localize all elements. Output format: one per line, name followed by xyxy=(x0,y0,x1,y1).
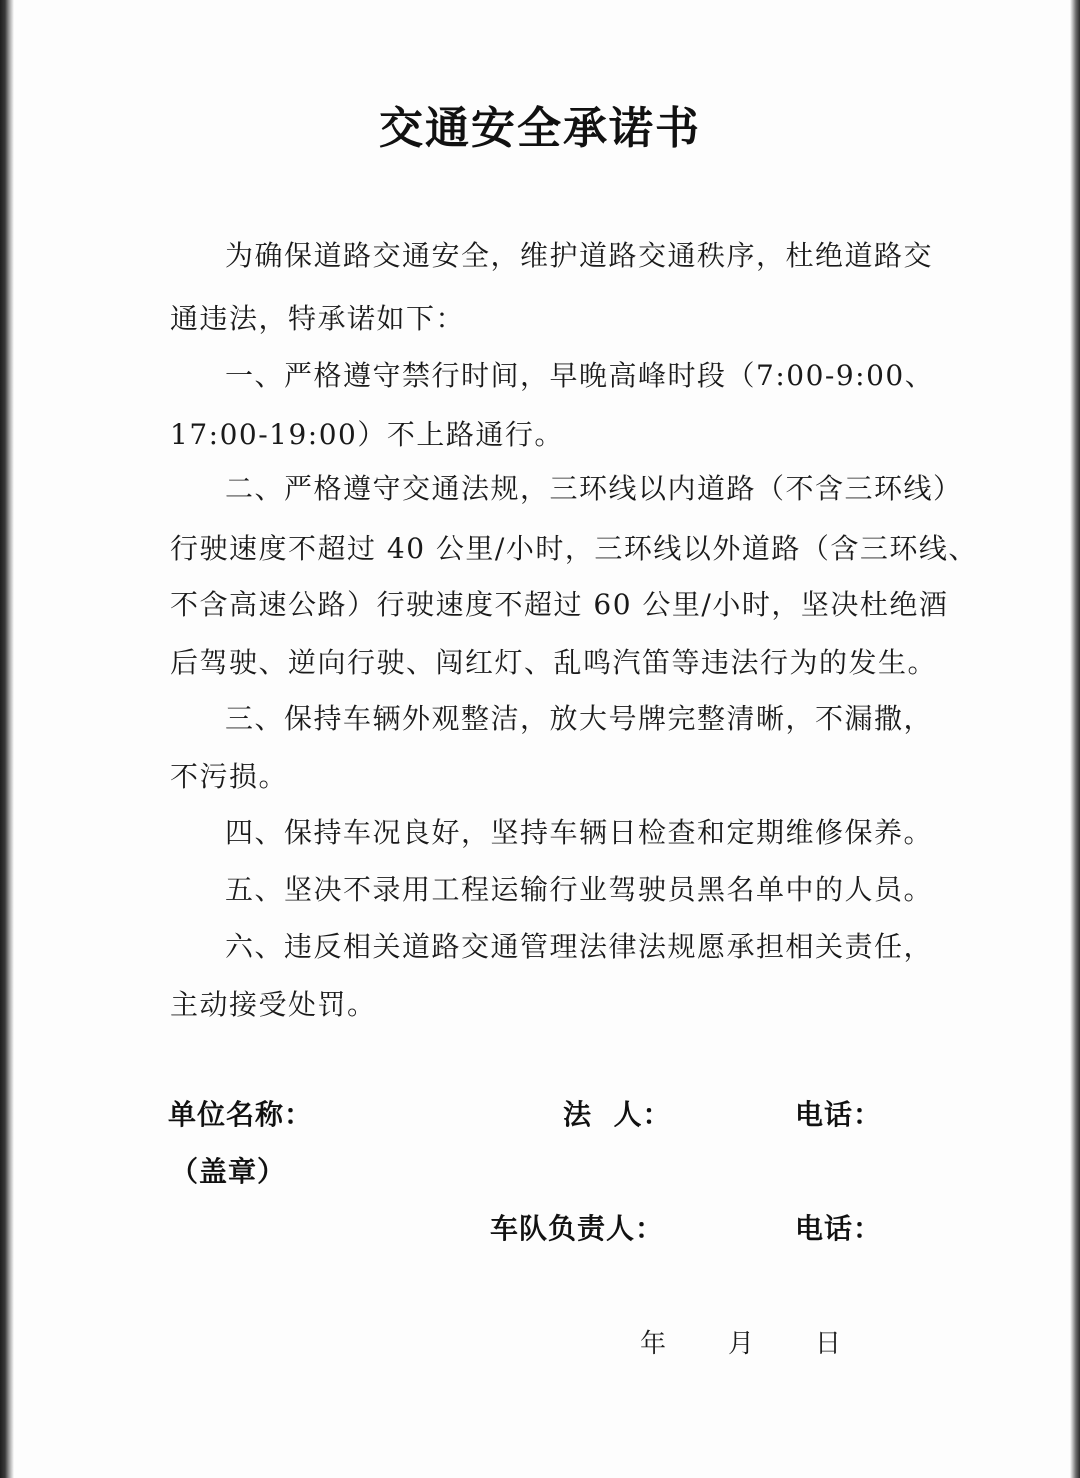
unit-name-label: 单位名称： xyxy=(168,1098,314,1131)
seal-label: （盖章） xyxy=(170,1155,287,1188)
body-line: 后驾驶、逆向行驶、闯红灯、乱鸣汽笛等违法行为的发生。 xyxy=(170,646,938,679)
phone-label: 电话： xyxy=(795,1098,883,1131)
body-line: 不污损。 xyxy=(170,760,289,793)
scan-edge-left xyxy=(0,0,14,1478)
date-year-label: 年 xyxy=(640,1329,667,1359)
body-line: 六、违反相关道路交通管理法律法规愿承担相关责任， xyxy=(225,930,934,963)
date-day-label: 日 xyxy=(815,1329,842,1359)
legal-person-label: 法 人： xyxy=(563,1098,672,1131)
scan-edge-right xyxy=(1070,0,1080,1478)
body-line: 五、坚决不录用工程运输行业驾驶员黑名单中的人员。 xyxy=(225,873,934,906)
phone-label: 电话： xyxy=(795,1212,883,1245)
fleet-leader-label: 车队负责人： xyxy=(490,1212,665,1245)
body-line: 三、保持车辆外观整洁，放大号牌完整清晰，不漏撒， xyxy=(225,702,934,735)
body-line: 为确保道路交通安全，维护道路交通秩序，杜绝道路交 xyxy=(225,239,934,272)
body-line: 通违法，特承诺如下： xyxy=(170,302,466,335)
body-line: 17:00-19:00）不上路通行。 xyxy=(170,418,564,451)
body-line: 主动接受处罚。 xyxy=(170,988,377,1021)
body-line: 四、保持车况良好，坚持车辆日检查和定期维修保养。 xyxy=(225,816,934,849)
body-line: 不含高速公路）行驶速度不超过 60 公里/小时，坚决杜绝酒 xyxy=(170,588,949,621)
body-line: 一、严格遵守禁行时间，早晚高峰时段（7:00-9:00、 xyxy=(225,359,935,392)
body-line: 二、严格遵守交通法规，三环线以内道路（不含三环线） xyxy=(225,472,963,505)
document-title: 交通安全承诺书 xyxy=(379,103,701,154)
body-line: 行驶速度不超过 40 公里/小时，三环线以外道路（含三环线、 xyxy=(170,532,978,565)
date-month-label: 月 xyxy=(728,1329,755,1359)
